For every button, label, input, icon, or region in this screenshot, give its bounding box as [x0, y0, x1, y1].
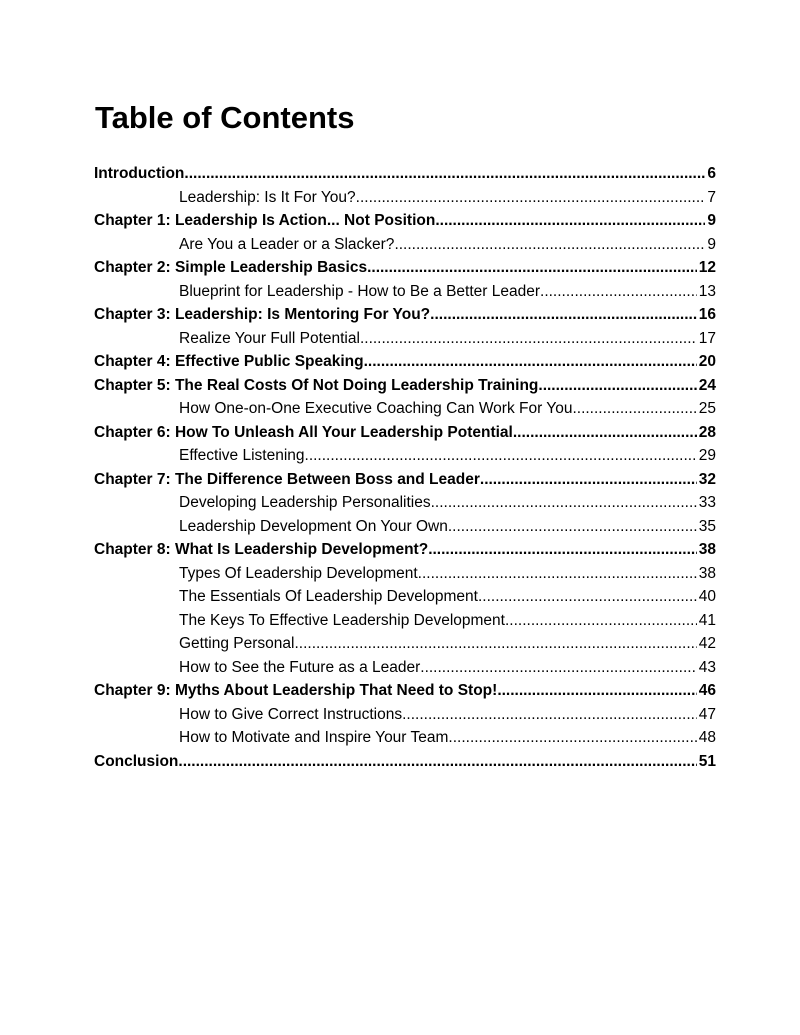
toc-entry-title: The Essentials Of Leadership Development	[179, 588, 478, 605]
toc-entry-section[interactable]	[94, 186, 716, 210]
page-title: Table of Contents	[95, 100, 355, 135]
toc-entry-title: Chapter 5: The Real Costs Of Not Doing Leadership Training	[94, 376, 539, 394]
dot-leader	[505, 609, 697, 633]
toc-page-number: 51	[698, 752, 716, 770]
toc-entry-title: Are You a Leader or a Slacker?	[179, 235, 395, 253]
toc-entry-title: Getting Personal	[179, 635, 295, 652]
toc-entry-section[interactable]	[94, 491, 716, 515]
toc-entry-title: Leadership Development On Your Own	[179, 517, 448, 535]
dot-leader	[538, 374, 696, 398]
dot-leader	[356, 186, 706, 210]
toc-entry-title: Realize Your Full Potential	[179, 329, 360, 347]
toc-entry-title: How to Motivate and Inspire Your Team	[179, 729, 449, 746]
toc-entry-chapter[interactable]	[94, 256, 716, 280]
dot-leader	[513, 421, 697, 445]
toc-entry-section[interactable]	[94, 397, 716, 421]
dot-leader	[178, 750, 696, 774]
dot-leader	[435, 209, 705, 233]
dot-leader	[184, 162, 705, 186]
toc-entry-title: Introduction	[94, 165, 185, 182]
toc-entry-title: Types Of Leadership Development	[179, 564, 418, 582]
dot-leader	[430, 303, 697, 327]
toc-entry-title: Chapter 7: The Difference Between Boss and Leader	[94, 470, 480, 488]
toc-list	[94, 162, 716, 773]
toc-page-number: 13	[698, 282, 716, 300]
toc-entry-section[interactable]	[94, 726, 716, 750]
toc-entry-title: Leadership: Is It For You?	[179, 188, 356, 206]
toc-page-number: 9	[707, 212, 716, 229]
toc-page-number: 32	[698, 470, 716, 488]
toc-entry-title: Effective Listening	[179, 447, 305, 464]
toc-entry-title: Blueprint for Leadership - How to Be a Better Leader	[179, 282, 541, 300]
toc-entry-title: Chapter 4: Effective Public Speaking	[94, 353, 364, 370]
toc-page-number: 48	[698, 729, 716, 746]
toc-page-number: 6	[707, 165, 716, 182]
dot-leader	[364, 350, 697, 374]
toc-entry-section[interactable]	[94, 515, 716, 539]
toc-page-number: 38	[698, 541, 716, 558]
toc-entry-section[interactable]	[94, 280, 716, 304]
toc-page-number: 20	[698, 353, 716, 370]
toc-page-number: 46	[698, 682, 716, 699]
toc-entry-chapter[interactable]	[94, 468, 716, 492]
toc-entry-title: The Keys To Effective Leadership Development	[179, 611, 505, 629]
dot-leader	[428, 538, 697, 562]
toc-page-number: 43	[698, 658, 716, 676]
toc-page-number: 17	[698, 329, 716, 347]
dot-leader	[360, 327, 697, 351]
toc-entry-section[interactable]	[94, 585, 716, 609]
toc-page-number: 47	[698, 705, 716, 723]
toc-entry-chapter[interactable]	[94, 209, 716, 233]
dot-leader	[402, 703, 697, 727]
toc-entry-title: How to See the Future as a Leader	[179, 658, 421, 676]
dot-leader	[448, 515, 697, 539]
dot-leader	[420, 656, 696, 680]
toc-entry-title: Chapter 2: Simple Leadership Basics	[94, 259, 368, 276]
toc-page-number: 25	[698, 400, 716, 417]
toc-entry-section[interactable]	[94, 233, 716, 257]
toc-page-number: 33	[698, 494, 716, 511]
toc-page-number: 12	[698, 259, 716, 276]
toc-entry-title: Conclusion	[94, 752, 179, 770]
toc-page-number: 24	[698, 376, 716, 394]
toc-entry-title: How to Give Correct Instructions	[179, 705, 403, 723]
toc-entry-title: Developing Leadership Personalities	[179, 494, 431, 511]
toc-entry-section[interactable]	[94, 703, 716, 727]
dot-leader	[480, 468, 697, 492]
toc-entry-title: Chapter 3: Leadership: Is Mentoring For You?	[94, 306, 431, 323]
toc-page-number: 28	[698, 423, 716, 441]
dot-leader	[431, 491, 697, 515]
toc-entry-chapter[interactable]	[94, 679, 716, 703]
dot-leader	[367, 256, 697, 280]
dot-leader	[540, 280, 697, 304]
dot-leader	[448, 726, 696, 750]
toc-entry-section[interactable]	[94, 632, 716, 656]
toc-entry-section[interactable]	[94, 656, 716, 680]
dot-leader	[572, 397, 696, 421]
toc-entry-chapter[interactable]	[94, 538, 716, 562]
dot-leader	[497, 679, 696, 703]
toc-page-number: 35	[698, 517, 716, 535]
toc-page-number: 9	[707, 235, 716, 253]
toc-page-number: 7	[707, 188, 716, 206]
toc-page-number: 40	[698, 588, 716, 605]
dot-leader	[294, 632, 696, 656]
toc-entry-section[interactable]	[94, 444, 716, 468]
toc-entry-title: Chapter 1: Leadership Is Action... Not Position	[94, 212, 436, 229]
toc-entry-title: Chapter 6: How To Unleash All Your Leadership Potential	[94, 423, 513, 441]
toc-entry-chapter[interactable]	[94, 750, 716, 774]
toc-entry-section[interactable]	[94, 609, 716, 633]
toc-entry-chapter[interactable]	[94, 303, 716, 327]
toc-entry-title: How One-on-One Executive Coaching Can Work For You	[179, 400, 573, 417]
toc-page-number: 38	[698, 564, 716, 582]
toc-page-number: 29	[698, 447, 716, 464]
toc-page-number: 41	[698, 611, 716, 629]
toc-entry-chapter[interactable]	[94, 374, 716, 398]
toc-entry-section[interactable]	[94, 562, 716, 586]
dot-leader	[478, 585, 697, 609]
toc-entry-chapter[interactable]	[94, 162, 716, 186]
toc-entry-section[interactable]	[94, 327, 716, 351]
toc-entry-chapter[interactable]	[94, 350, 716, 374]
dot-leader	[394, 233, 705, 257]
toc-entry-chapter[interactable]	[94, 421, 716, 445]
toc-page-number: 16	[698, 306, 716, 323]
toc-entry-title: Chapter 9: Myths About Leadership That Need to Stop!	[94, 682, 498, 699]
dot-leader	[305, 444, 697, 468]
toc-page-number: 42	[698, 635, 716, 652]
toc-entry-title: Chapter 8: What Is Leadership Development?	[94, 541, 429, 558]
dot-leader	[418, 562, 697, 586]
